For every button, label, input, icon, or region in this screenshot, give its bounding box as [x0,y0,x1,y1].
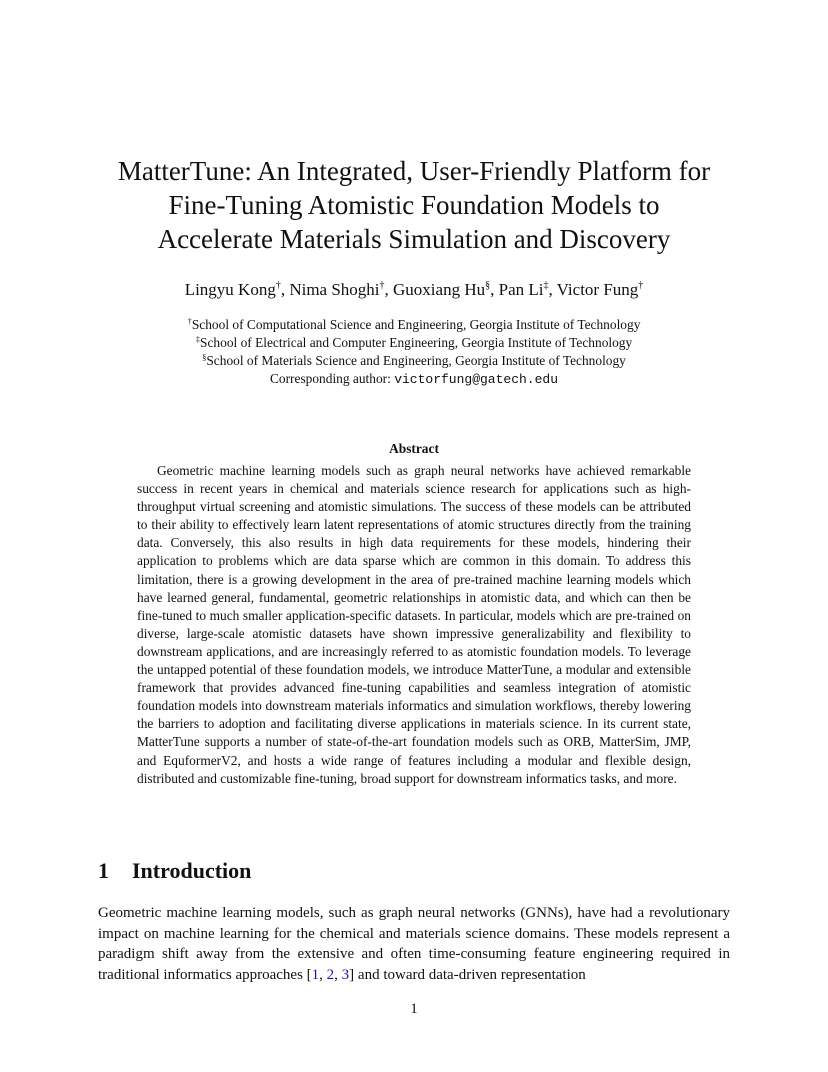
author-name: Nima Shoghi [289,280,380,299]
author-affiliation-mark: § [485,280,491,291]
affiliation [60,334,768,352]
paper-title [60,154,768,256]
page-number: 1 [410,1001,418,1017]
affiliation-mark: † [187,316,192,326]
affiliation [60,352,768,370]
affiliation [60,316,768,334]
author-name: Pan Li [498,280,544,299]
affiliation-list [60,316,768,389]
author-affiliation-mark: † [638,280,644,291]
section-heading-introduction [98,857,251,885]
section-title: Introduction [132,858,252,883]
affiliation-mark: § [202,352,207,362]
author-separator: , [384,280,394,299]
abstract-heading: Abstract [389,441,439,456]
corresponding-author-label: Corresponding author: [269,371,395,386]
author-name: Victor Fung [556,280,639,299]
section-number: 1 [98,858,109,883]
affiliation-mark: ‡ [195,334,201,344]
author-separator: , [280,280,290,299]
intro-text-after: ] and toward data-driven representation [349,966,586,983]
corresponding-author [60,370,768,389]
intro-text-before: Geometric machine learning models, such as graph neural networks (GNNs), have had a revolutionary impact on machine learning for the chemical and materials science domains. These models represent a paradigm shift away from the extensive and often time-consuming feature engineering required in traditional informatics approaches [ [98,905,730,983]
title-line-2: Fine-Tuning Atomistic Foundation Models to [168,190,660,220]
affiliation-text: School of Computational Science and Engineering, Georgia Institute of Technology [191,317,641,332]
affiliation-text: School of Electrical and Computer Engineering, Georgia Institute of Technology [200,335,633,350]
author-separator: , [490,280,499,299]
affiliation-text: School of Materials Science and Engineering, Georgia Institute of Technology [206,353,626,368]
author-affiliation-mark: ‡ [543,280,549,291]
corresponding-author-email[interactable]: victorfung@gatech.edu [394,372,559,387]
title-line-1: MatterTune: An Integrated, User-Friendly Platform for [117,156,711,186]
abstract-text: Geometric machine learning models such as graph neural networks have achieved remarkable success in recent years in chemical and materials science research for applications such as high-throughput virtual screening and atomistic simulations. The success of these models can be attributed to their ability to effectively learn latent representations of atomic structures directly from the training data. Conversely, this also results in high data requirements for these models, hindering their application to problems which are data sparse which are common in this domain. To address this limitation, there is a growing development in the area of pre-trained machine learning models which have learned general, fundamental, geometric relationships in atomistic data, and which can then be fine-tuned to much smaller application-specific datasets. In particular, models which are pre-trained on diverse, large-scale atomistic datasets have shown impressive generalizability and flexibility to downstream applications, and are increasingly referred to as atomistic foundation models. To leverage the untapped potential of these foundation models, we introduce MatterTune, a modular and extensible framework that provides advanced fine-tuning capabilities and seamless integration of atomistic foundation models into downstream materials informatics and simulation workflows, thereby lowering the barriers to adoption and facilitating diverse applications in materials science. In its current state, MatterTune supports a number of state-of-the-art foundation models such as ORB, MatterSim, JMP, and EquformerV2, and hosts a wide range of features including a modular and flexible design, distributed and customizable fine-tuning, broad support for downstream informatics tasks, and more. [137,463,691,786]
title-line-3: Accelerate Materials Simulation and Discovery [157,224,671,254]
author-list [60,279,768,301]
author-affiliation-mark: † [379,280,385,291]
author-name: Guoxiang Hu [393,280,486,299]
citation-link[interactable]: 1 [311,966,320,983]
author-name: Lingyu Kong [184,280,276,299]
citation-link[interactable]: 2 [326,966,335,983]
author-separator: , [548,280,557,299]
introduction-paragraph: Geometric machine learning models, such as graph neural networks (GNNs), have had a revolutionary impact on machine learning for the chemical and materials science domains. These models represent a paradigm shift away from the extensive and often time-consuming feature engineering required in traditional informatics approaches [1, 2, 3] and toward data-driven representation [98,905,730,983]
author-affiliation-mark: † [275,280,281,291]
citation-link[interactable]: 3 [341,966,350,983]
